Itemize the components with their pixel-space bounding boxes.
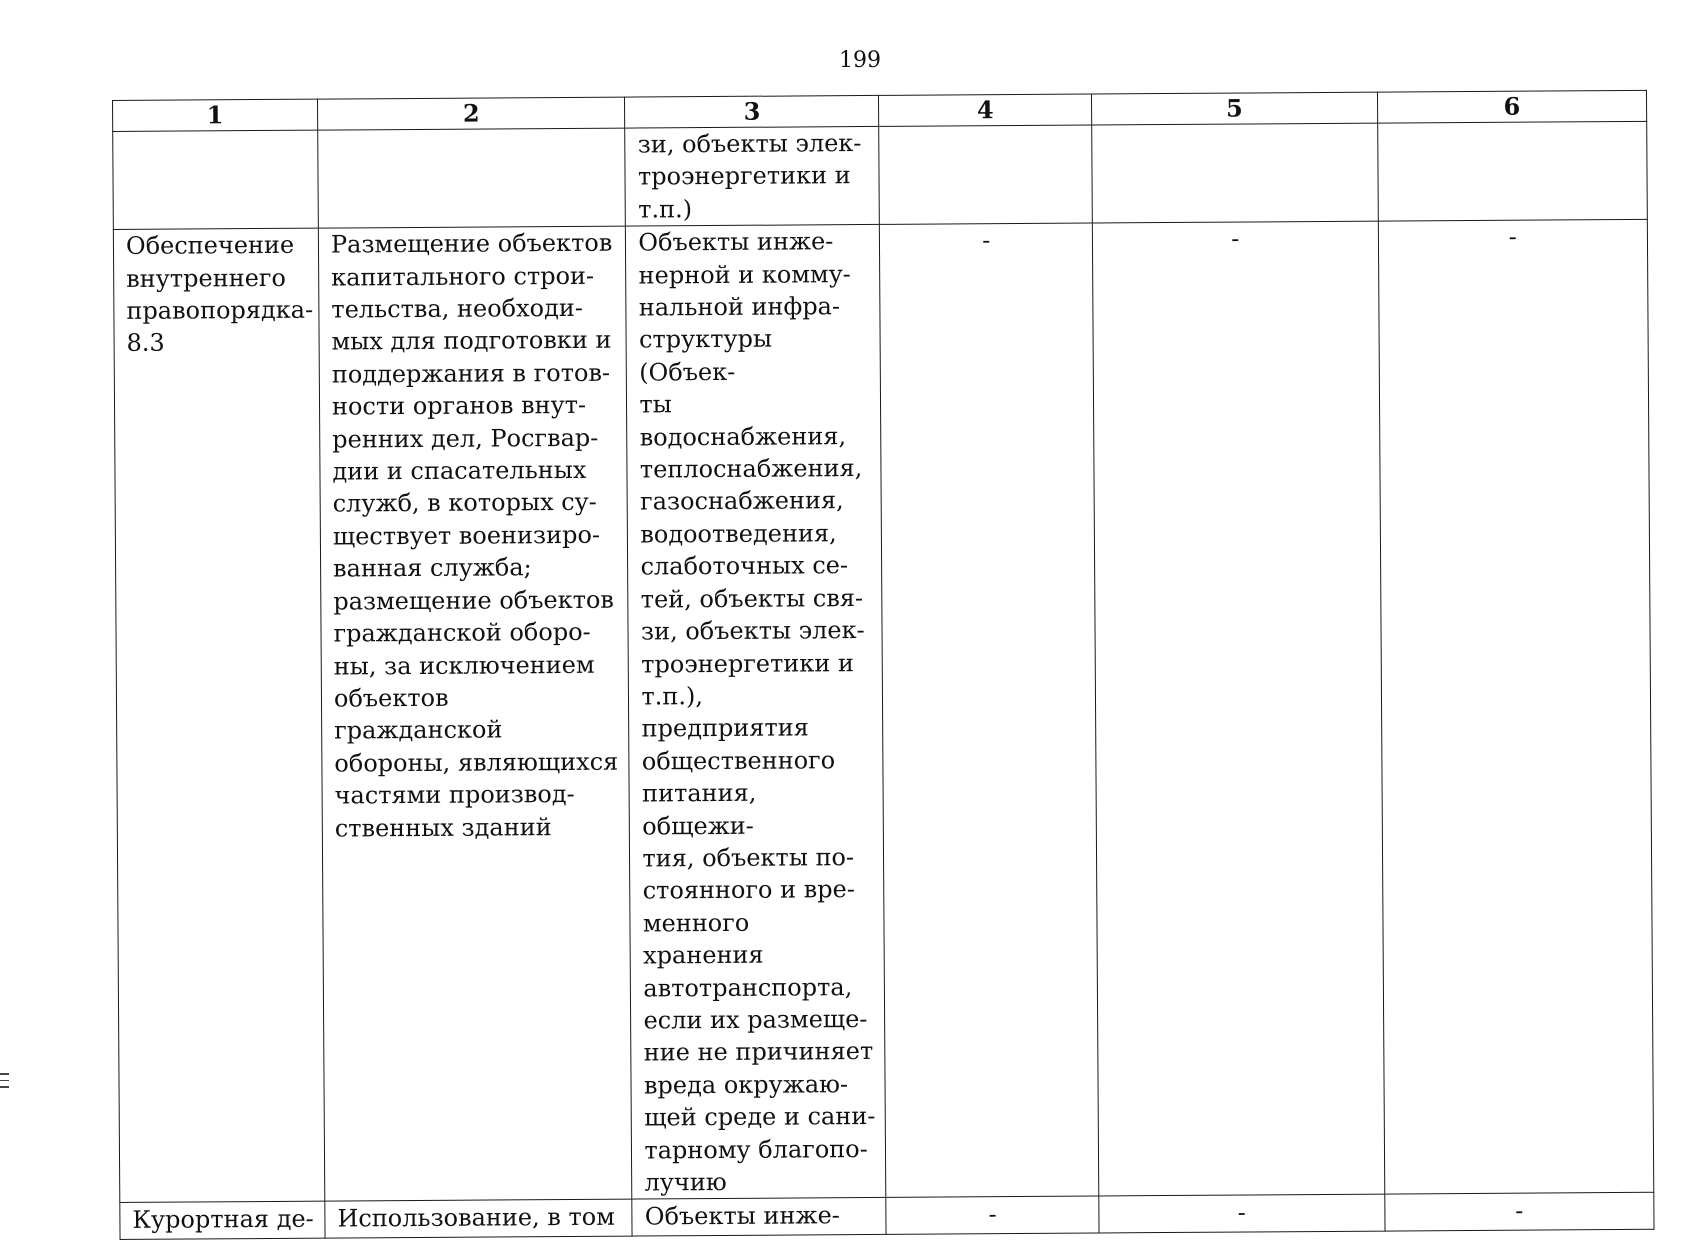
cell-col6: -	[1378, 220, 1654, 1195]
cell-col4	[879, 125, 1092, 225]
document-table-container	[112, 90, 1655, 1240]
column-header-5: 5	[1092, 92, 1378, 125]
scan-margin-mark	[0, 1068, 9, 1092]
table-row	[113, 121, 1648, 229]
column-header-4: 4	[879, 94, 1092, 126]
column-header-3: 3	[625, 95, 879, 128]
cell-col6: -	[1384, 1193, 1654, 1232]
cell-col5: -	[1099, 1194, 1385, 1233]
page-number: 199	[839, 48, 881, 73]
cell-description: Размещение объектов капитального строи- тельства, необходи- мых для подготовки и поддержания в готов- ности органов внут- ренних дел, Росгвар- дии и спасательных служб, в которых су- ществует военизиро- ванная служба; размещение объектов гражданской оборо- ны, за исключением объектов гражданской обороны, являющихся частями производ- ственных зданий	[318, 226, 632, 1201]
column-header-6: 6	[1377, 90, 1647, 123]
cell-col4: -	[886, 1196, 1099, 1234]
table-row	[113, 220, 1653, 1203]
cell-use-type: Обеспечение внутреннего правопорядка- 8.3	[113, 228, 324, 1203]
column-header-2: 2	[317, 97, 625, 130]
cell-description	[318, 128, 626, 228]
cell-col4: -	[880, 223, 1099, 1198]
cell-col6	[1377, 121, 1647, 221]
cell-description: Использование, в том	[325, 1199, 633, 1238]
cell-objects: Объекты инже- нерной и комму- нальной инфра- структуры (Объек- ты водоснабжения, теплоснабжения, газоснабжения, водоотведения, слаботочных се- тей, объекты свя- зи, объекты элек- троэнергетики и т.п.), предприятия общественного питания, общежи- тия, объекты по- стоянного и вре- менного хранения автотранспорта, если их размеще- ние не причиняет вреда окружаю- щей среде и сани- тарному благопо- лучию	[626, 225, 886, 1200]
land-use-table	[112, 90, 1655, 1240]
cell-col5: -	[1092, 221, 1384, 1196]
cell-use-type: Курортная де-	[120, 1202, 325, 1240]
column-header-1: 1	[113, 99, 318, 131]
cell-objects: зи, объекты элек- троэнергетики и т.п.)	[625, 126, 880, 226]
cell-use-type	[113, 130, 319, 230]
cell-col5	[1092, 123, 1378, 223]
cell-objects: Объекты инже-	[632, 1198, 886, 1237]
